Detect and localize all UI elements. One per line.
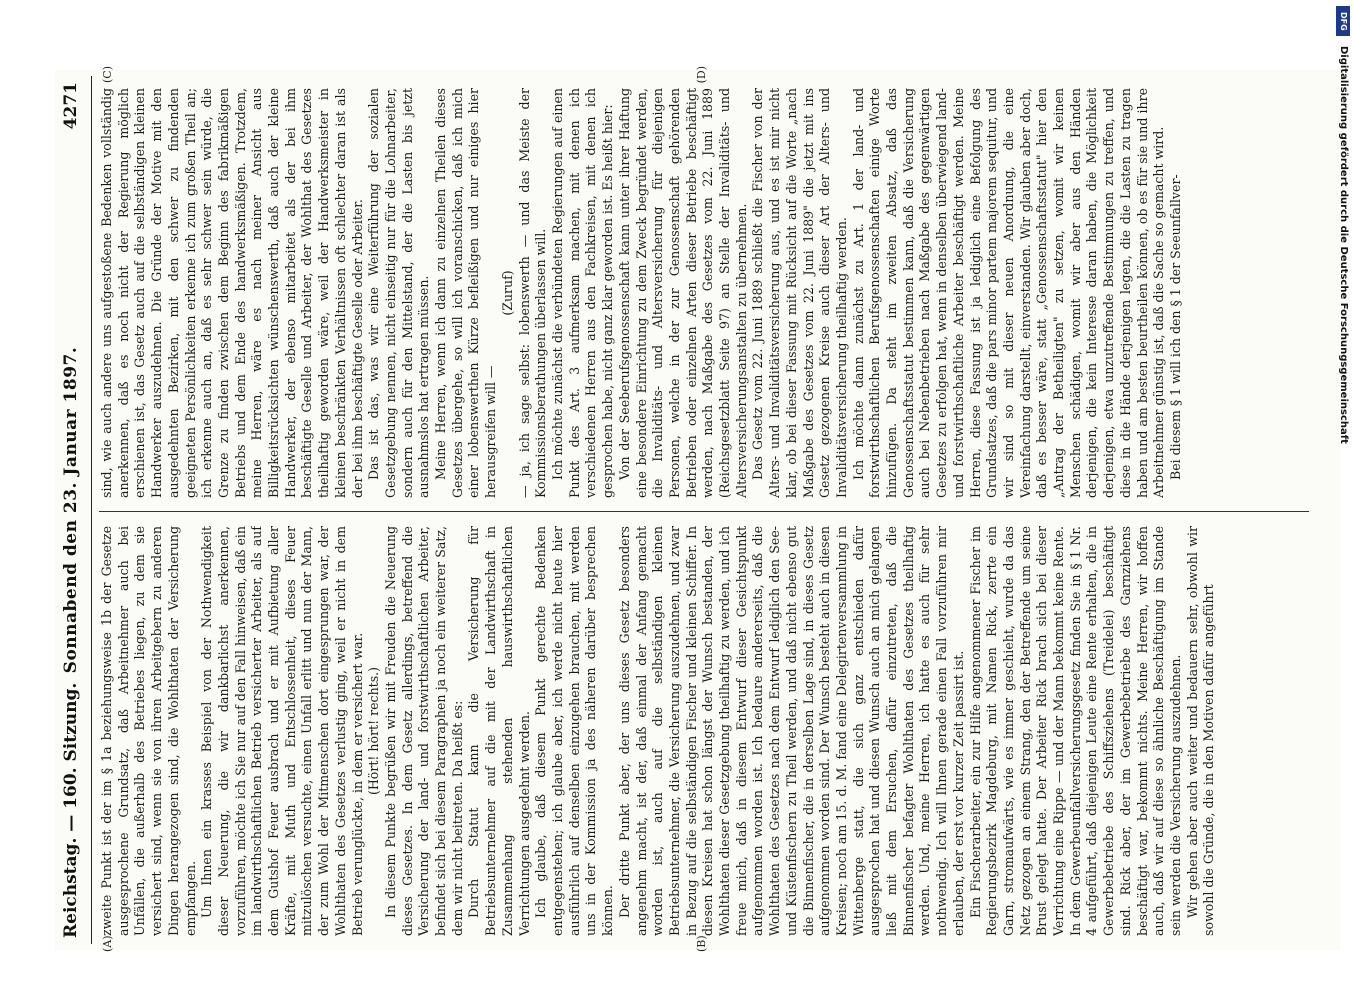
right-text-column [99,88,1314,498]
left-column-paragraph: Durch Statut kann die Versicherung für Betriebsunternehmer auf die mit der Landwirthschaft in Zusammenhang stehenden hauswirthschaftlichen Verrichtungen ausgedehnt werden. [466,526,532,936]
left-column-paragraph: Wir gehen aber auch weiter und bedauern sehr, obwohl wir sowohl die Gründe, die in den Motiven dafür angeführt [1184,526,1217,936]
left-column-paragraph: Um Ihnen ein krasses Beispiel von der Nothwendigkeit dieser Neuerung, die wir dankbarlichst anerkennen, vorzuführen, möchte ich Sie nur auf den Fall hinweisen, daß ein im landwirthschaftlichen Betrieb versicherter Arbeiter, als auf dem Gutshof Feuer ausbrach und er mit Aufbietung aller Kräfte, mit Muth und Entschlossenheit, dieses Feuer mitzulöschen versuchte, einen Unfall erlitt und nun der Mann, der zum Wohl der Mitmenschen dort eingesprungen war, der Wohlthaten des Gesetzes verlustig ging, weil er nicht in dem Betrieb verunglückte, in dem er versichert war. [199,526,365,936]
left-column-paragraph: Der dritte Punkt aber, der uns dieses Gesetz besonders angenehm macht, ist der, daß einmal der Anfang gemacht worden ist, auch auf die selbständigen kleinen Betriebsunternehmer, die Versicherung auszudehnen, und zwar in Bezug auf die selbständigen Fischer und kleinen Schiffer. In diesen Kreisen hat schon längst der Wunsch bestanden, der Wohlthaten dieser Gesetzgebung theilhaftig zu werden, und ich freue mich, daß in diesem Entwurf dieser Gesichtspunkt aufgenommen worden ist. Ich bedaure andererseits, daß die Wohlthaten des Gesetzes nach dem Entwurf lediglich den See- und Küstenfischern zu Theil werden, und daß nicht ebenso gut die Binnenfischer, die in derselben Lage sind, in dieses Gesetz aufgenommen worden sind. Der Wunsch besteht auch in diesen Kreisen; noch am 15. d. M. fand eine Delegirtenversammlung in Wittenberge statt, die sich ganz entschieden dafür ausgesprochen hat und diesen Wunsch auch an mich gelangen ließ mit dem Ersuchen, dafür einzutreten, daß die Binnenfischer befagter Wohlthaten des Gesetzes theilhaftig werden. Und, meine Herren, ich hatte es auch für sehr nothwendig. Ich will Ihnen gerade einen Fall vorzuführen mir erlauben, der erst vor kurzer Zeit passirt ist. [616,526,966,936]
left-column-paragraph: In diesem Punkte begrüßen wir mit Freuden die Neuerung dieses Gesetzes. In dem Gesetz allerdings, betreffend die Versicherung der land- und forstwirthschaftlichen Arbeiter, befindet sich bei diesem Paragraphen ja noch ein weiterer Satz, dem wir nicht beitreten. Da heißt es: [382,526,465,936]
margin-mark-a: (A) [101,935,114,952]
right-column-paragraph: Ich möchte dann zunächst zu Art. 1 der land- und forstwirthschaftlichen Berufsgenossenschaften einige Worte hinzufügen. Da steht im zweiten Absatz, daß das Genossenschaftsstatut bestimmen kann, daß die Versicherung auch bei Nebenbetrieben nach Maßgabe des gegenwärtigen Gesetzes zu erfolgen hat, wenn in denselben überwiegend land- und forstwirthschaftliche Arbeiter beschäftigt werden. Meine Herren, diese Fassung ist ja lediglich eine Befolgung des Grundsatzes, daß die pars minor partem majorem sequitur, und wir sind so mit dieser neuen Anordnung, die eine Vereinfachung darstellt, einverstanden. Wir glauben aber doch, daß es besser wäre, statt „Genossenschaftsstatut" hier den „Antrag der Betheiligten" zu setzen, womit wir keinen Menschen schädigen, womit wir aber aus den Händen derjenigen, die kein Interesse daran haben, die Möglichkeit derjenigen, etwa unzutreffende Bestimmungen zu treffen, und diese in die Hände derjenigen legen, die die Lasten zu tragen haben und am besten beurtheilen können, ob es für sie und ihre Arbeitnehmer günstig ist, daß die Sache so gemacht wird. [850,88,1167,498]
right-column-paragraph: Das ist das, was wir eine Weiterführung der sozialen Gesetzgebung nennen, nicht einseitig nur für die Lohnarbeiter, sondern auch für den Mittelstand, der die Lasten bis jetzt ausnahmslos hat ertragen müssen. [366,88,432,498]
right-column-paragraph: Das Gesetz vom 22. Juni 1889 schließt die Fischer von der Alters- und Invaliditätsversicherung aus, und es ist mir nicht klar, ob bei dieser Fassung mit Rücksicht auf die Worte „nach Maßgabe des Gesetzes vom 22. Juni 1889" die jetzt mit ins Gesetz gezogenen Kreise auch dieser Art der Alters- und Invaliditätsversicherung theilhaftig werden. [750,88,849,498]
right-column-paragraph: (Zuruf) [499,270,515,316]
header-date: Sonnabend den 23. Januar 1897. [61,346,81,674]
left-column-paragraph: (Hört! hört! rechts.) [366,666,382,796]
right-column-paragraph: — ja, ich sage selbst: lobenswerth — und das Meiste der Kommissionsberathungen überlassen will. [516,88,549,498]
digitization-credit [1333,6,1351,606]
margin-mark-c: (C) [101,66,114,83]
column-divider [99,511,1309,512]
left-column-paragraph: zweite Punkt ist der im § 1a beziehungsweise 1b der Gesetze ausgesprochene Grundsatz, daß Arbeitnehmer auch bei Unfällen, die außerhalb des Betriebes liegen, zu dem sie versichert sind, wenn sie von ihren Arbeitgebern zu anderen Dingen herangezogen sind, die Wohlthaten der Versicherung empfangen. [99,526,198,936]
running-header [55,70,89,950]
right-column-paragraph: Meine Herren, wenn ich dann zu einzelnen Theilen dieses Gesetzes übergehe, so will ich voranschicken, daß ich mich einer lobenswerthen Kürze befleißigen und nur einiges hier herausgreifen will — [433,88,499,498]
dfg-logo: DFG [1336,6,1350,36]
left-text-column [99,526,1314,936]
printed-page [55,66,1340,952]
header-rule [91,76,92,944]
page-number: 4271 [61,82,81,130]
margin-mark-b: (B) [695,935,708,952]
left-column-paragraph: Ein Fischerarbeiter, ein zur Hilfe angenommener Fischer im Regierungsbezirk Magdeburg, mit Namen Rick, zerrte ein Garn, stromaufwärts, wie es immer geschieht, wurde da das Netz gezogen an einem Strang, den der Betreffende um seine Brust gelegt hatte. Der Arbeiter Rick brach sich bei dieser Verrichtung eine Rippe — und der Mann bekommt keine Rente. In dem Gewerbeunfallversicherungsgesetz finden Sie in § 1 Nr. 4 aufgeführt, daß diejenigen Leute eine Rente erhalten, die in Gewerbebetriebe des Schiffsziehens (Treidelei) beschäftigt sind. Rick aber, der im Gewerbebetriebe des Garnziehens beschäftigt war, bekommt nichts. Meine Herren, wir hoffen auch, daß wir auf diese so ähnliche Beschäftigung im Stande sein werden die Versicherung auszudehnen. [967,526,1183,936]
right-column-paragraph: Ich möchte zunächst die verbündeten Regierungen auf einen Punkt des Art. 3 aufmerksam machen, mit denen ich verschiedenen Herren aus den Fachkreisen, mit denen ich gesprochen habe, nicht ganz klar geworden ist. Es heißt hier: [549,88,616,498]
right-column-paragraph: Bei diesem § 1 will ich den § 1 der Seeunfallver- [1168,174,1183,480]
left-column-paragraph: Ich glaube, daß diesem Punkt gerechte Bedenken entgegenstehen; ich glaube aber, ich werde nicht heute hier ausführlich auf denselben einzugehen brauchen, mit werden uns in der Kommission ja des näheren darüber besprechen können. [533,526,616,936]
header-left: Reichstag. — 160. Sitzung. [61,682,81,938]
right-column-paragraph: sind, wie auch andere uns aufgestoßene Bedenken vollständig anerkennen, daß es noch nicht der Regierung möglich erschienen ist, das Gesetz auch auf die selbständigen kleinen Handwerker auszudehnen. Die Gründe der Motive mit den ausgedehnten Bezirken, mit den schwer zu findenden geeigneten Persönlichkeiten erkenne ich zum großen Theil an; ich erkenne auch an, daß es sehr schwer sein würde, die Grenze zu finden zwischen dem Beginn des fabrikmäßigen Betriebs und dem Ende des handwerksmäßigen. Trotzdem, meine Herren, wäre es nach meiner Ansicht aus Billigkeitsrücksichten wünschenswerth, daß auch der kleine Handwerker, der ebenso mitarbeitet als der bei ihm beschäftigte Geselle und Arbeiter, der Wohlthat des Gesetzes theilhaftig geworden wäre, weil der Handwerksmeister in kleinen beschränkten Verhältnissen oft schlechter daran ist als der bei ihm beschäftigte Geselle oder Arbeiter. [99,88,365,498]
margin-mark-d: (D) [695,66,708,84]
credit-text: Digitalisierung gefördert durch die Deutsche Forschungsgemeinschaft [1338,46,1349,444]
right-column-paragraph: Von der Seeberufsgenossenschaft kann unter ihrer Haftung eine besondere Einrichtung zu dem Zweck begründet werden, die Invaliditäts- und Altersversicherung für diejenigen Personen, welche in der zur Genossenschaft gehörenden Betrieben oder einzelnen Arten dieser Betriebe beschäftigt werden, nach Maßgabe des Gesetzes vom 22. Juni 1889 (Reichsgesetzblatt Seite 97) an Stelle der Invaliditäts- und Altersversicherungsanstalten zu übernehmen. [616,88,749,498]
